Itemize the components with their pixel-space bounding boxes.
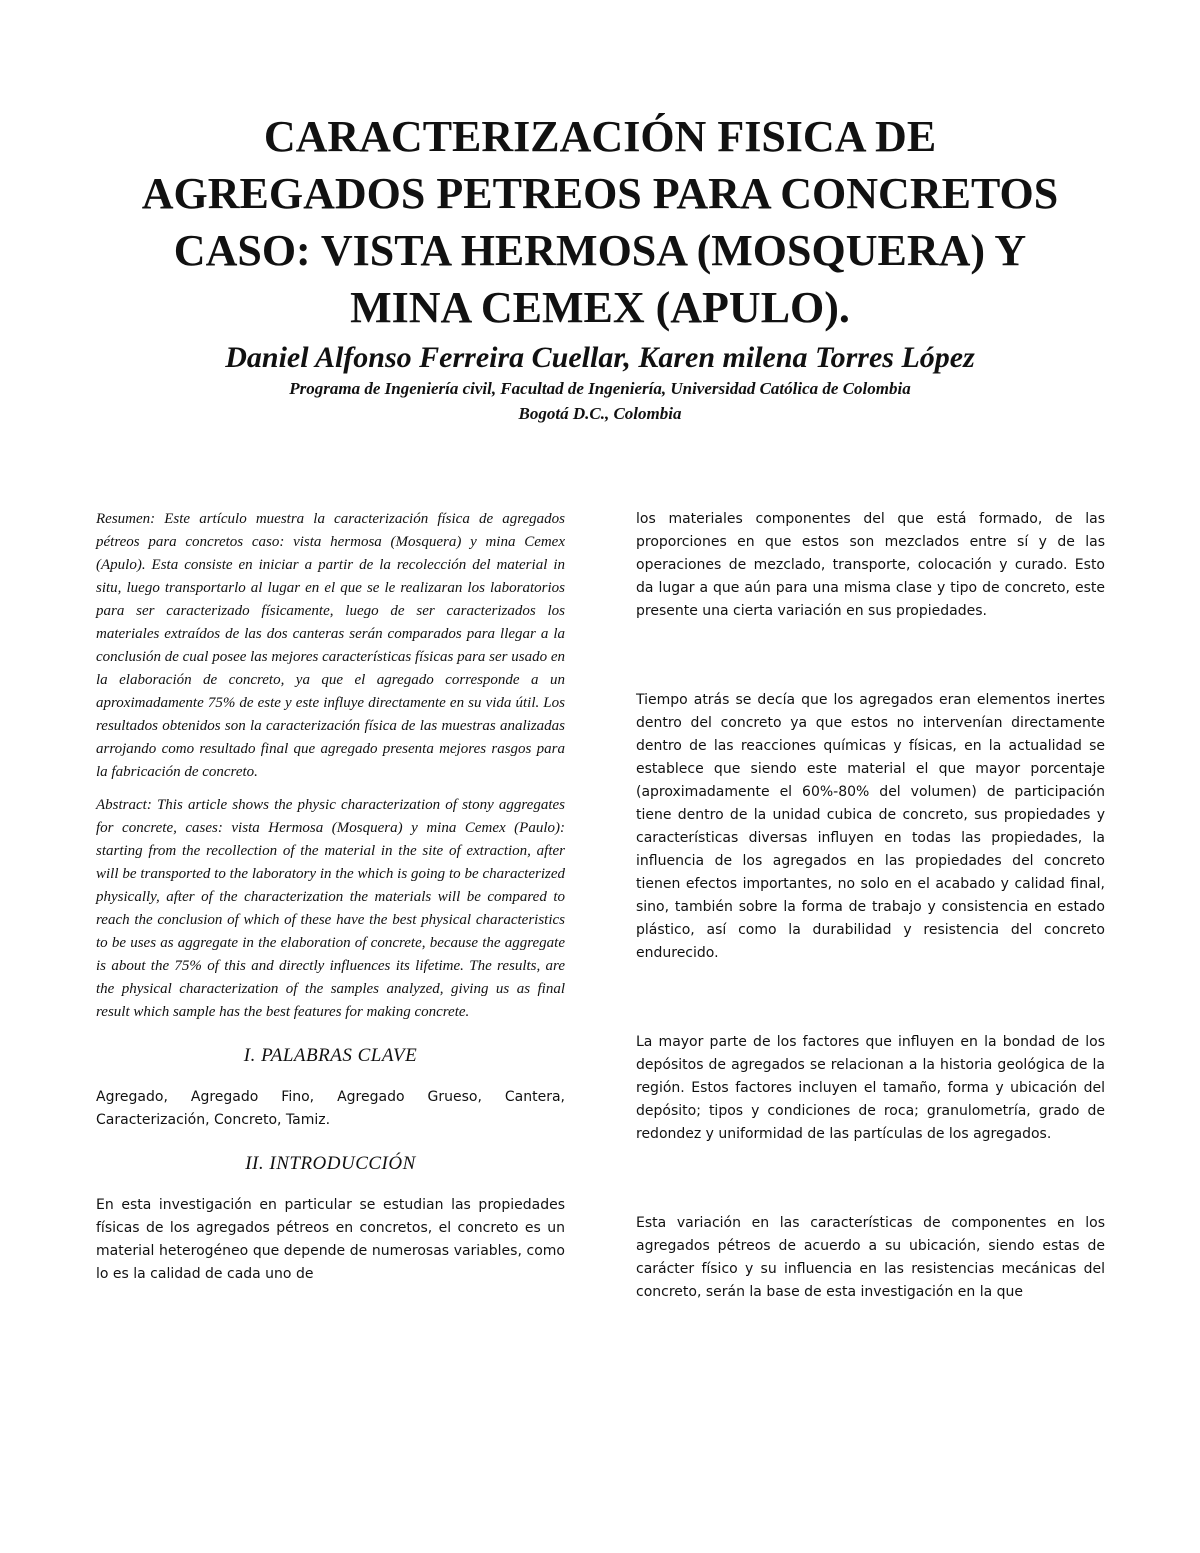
section-heading-keywords: I. PALABRAS CLAVE (243, 1045, 418, 1066)
paper-affiliation: Programa de Ingeniería civil, Facultad de Ingeniería, Universidad Católica de Colombia (289, 379, 911, 398)
body-paragraph-1: los materiales componentes del que está formado, de las proporciones en que estos son mezclados entre sí y de las operaciones de mezclado, transporte, colocación y curado. Esto da lugar a que aún para una misma clase y tipo de concreto, este presente una cierta variación en sus propiedades. (636, 511, 1105, 619)
title-line-3: CASO: VISTA HERMOSA (MOSQUERA) Y (173, 226, 1027, 275)
keywords-paragraph: Agregado, Agregado Fino, Agregado Grueso, Cantera, Caracterización, Concreto, Tamiz. (96, 1089, 565, 1128)
left-column (96, 508, 565, 1286)
paper-header (60, 108, 1140, 426)
paper-title (60, 108, 1140, 336)
body-paragraph-4: Esta variación en las características de componentes en los agregados pétreos de acuerdo a su ubicación, siendo estas de carácter físico y su influencia en las resistencias mecánicas del concreto, serán la base de esta investigación en la que (636, 1215, 1105, 1300)
right-column (636, 508, 1105, 1304)
body-paragraph-3: La mayor parte de los factores que influyen en la bondad de los depósitos de agregados se relacionan a la historia geológica de la región. Estos factores incluyen el tamaño, forma y ubicación del depósito; tipos y condiciones de roca; granulometría, grado de redondez y uniformidad de las partículas de los agregados. (636, 1034, 1105, 1142)
paper-location: Bogotá D.C., Colombia (518, 404, 682, 423)
abstract-paragraph: Abstract: This article shows the physic characterization of stony aggregates for concrete, cases: vista Hermosa (Mosquera) y mina Cemex (Paulo): starting from the recollection of the material in the site of extraction, after will be transported to the laboratory in the which is going to be characterized physically, after of the characterization the materials will be compared to reach the conclusion of which of these have the best physical characteristics to be uses as aggregate in the elaboration of concrete, because the aggregate is about the 75% of this and directly influences its lifetime. The results, are the physical characterization of the samples analyzed, giving us as final result which sample has the best features for making concrete. (96, 797, 565, 1020)
intro-paragraph: En esta investigación en particular se estudian las propiedades físicas de los agregados pétreos en concretos, el concreto es un material heterogéneo que depende de numerosas variables, como lo es la calidad de cada uno de (96, 1197, 565, 1282)
title-line-4: MINA CEMEX (APULO). (350, 283, 850, 332)
resumen-paragraph: Resumen: Este artículo muestra la caracterización física de agregados pétreos para concretos caso: vista hermosa (Mosquera) y mina Cemex (Apulo). Esta consiste en iniciar a partir de la recolección del material in situ, luego transportarlo al lugar en el que se le realizaran los laboratorios para ser caracterizado físicamente, luego de ser caracterizados los materiales extraídos de las dos canteras serán comparados para llegar a la conclusión de cual posee las mejores características físicas para ser usado en la elaboración de concreto, ya que el agregado corresponde a un aproximadamente 75% de este y este influye directamente en su vida útil. Los resultados obtenidos son la caracterización física de las muestras analizadas arrojando como resultado final que agregado presenta mejores rasgos para la fabricación de concreto. (96, 511, 565, 780)
title-line-1: CARACTERIZACIÓN FISICA DE (263, 112, 937, 161)
section-heading-introduction: II. INTRODUCCIÓN (245, 1153, 416, 1174)
body-paragraph-2: Tiempo atrás se decía que los agregados eran elementos inertes dentro del concreto ya que estos no intervenían directamente dentro de las reacciones químicas y físicas, en la actualidad se establece que siendo este material el que mayor porcentaje (aproximadamente el 60%-80% del volumen) de participación tiene dentro de la unidad cubica de concreto, sus propiedades y características diversas influyen en todas las propiedades, la influencia de los agregados en las propiedades del concreto tienen efectos importantes, no solo en el acabado y calidad final, sino, también sobre la forma de trabajo y consistencia en estado plástico, así como la durabilidad y resistencia del concreto endurecido. (636, 692, 1105, 961)
title-line-2: AGREGADOS PETREOS PARA CONCRETOS (141, 169, 1059, 218)
paper-authors: Daniel Alfonso Ferreira Cuellar, Karen milena Torres López (225, 341, 975, 374)
